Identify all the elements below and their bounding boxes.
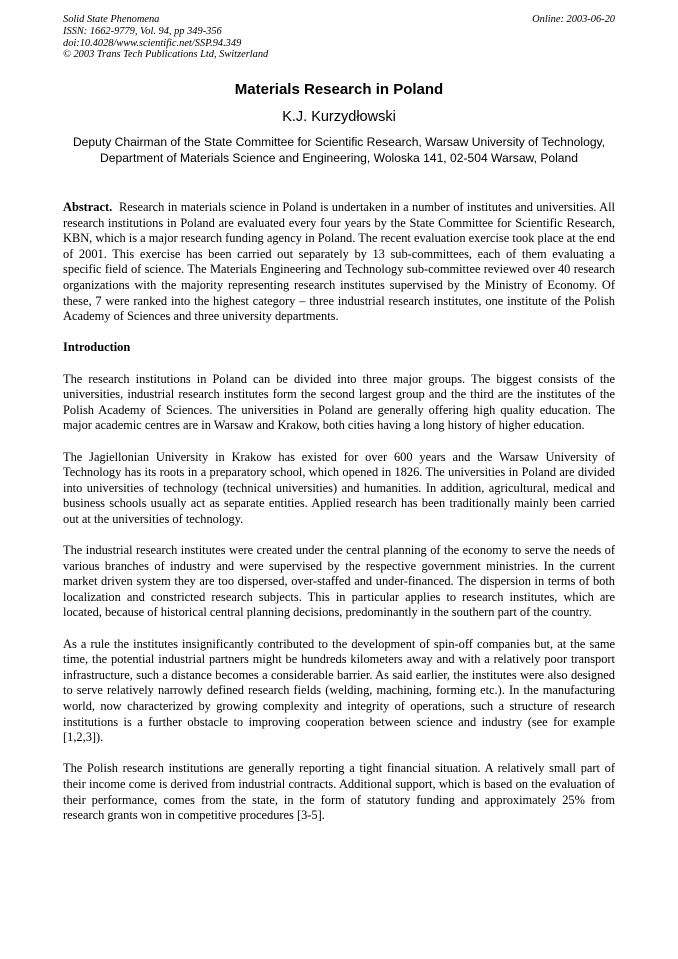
- abstract: [63, 200, 615, 325]
- author-affiliation: Deputy Chairman of the State Committee for Scientific Research, Warsaw University of Technology, Department of Materials Science and Engineering, Woloska 141, 02-504 Warsaw, Poland: [72, 135, 606, 165]
- section-heading-introduction: Introduction: [63, 340, 131, 355]
- journal-info: [63, 14, 268, 61]
- paragraph: As a rule the institutes insignificantly contributed to the development of spin-off companies but, at the same time, the potential industrial partners might be hundreds kilometers away and with a relatively poor transport infrastructure, such a distance becomes a considerable barrier. As said earlier, the institutes were also designed to serve relatively narrowly defined research fields (welding, machining, forming etc.). In the manufacturing world, now characterized by growing complexity and integrity of operations, such a structure of research institutions is a further obstacle to improving cooperation between science and industry (see for example [1,2,3]).: [63, 636, 615, 745]
- paragraph: The industrial research institutes were created under the central planning of the economy to serve the needs of various branches of industry and were supervised by the respective government ministries. In the current market driven system they are too dispersed, over-staffed and under-financed. The dispersion in terms of both localization and constricted research subjects. This in particular applies to research institutes, which are located, because of historical central planning decisions, predominantly in the southern part of the country.: [63, 543, 615, 620]
- paper-body: [63, 200, 615, 839]
- online-date: Online: 2003-06-20: [532, 14, 615, 25]
- journal-name: Solid State Phenomena: [63, 14, 160, 25]
- author-name: K.J. Kurzydłowski: [282, 109, 396, 125]
- abstract-label: Abstract.: [63, 200, 113, 214]
- paper-title: Materials Research in Poland: [234, 81, 444, 98]
- copyright-line: © 2003 Trans Tech Publications Ltd, Switzerland: [63, 49, 269, 61]
- paragraph: The Polish research institutions are generally reporting a tight financial situation. A relatively small part of their income come is derived from industrial contracts. Additional support, which is based on the evaluation of their performance, comes from the state, in the form of statutory funding and approximately 25% from research grants won in competitive procedures [3-5].: [63, 761, 615, 823]
- doi-line: doi:10.4028/www.scientific.net/SSP.94.349: [63, 37, 242, 49]
- paragraph: The Jagiellonian University in Krakow has existed for over 600 years and the Warsaw University of Technology has its roots in a preparatory school, which opened in 1826. The universities in Poland are divided into universities of technology (technical universities) and humanities. In addition, agricultural, medical and business schools usually act as separate entities. Applied research has been traditionally mainly been carried out at the universities of technology.: [63, 449, 615, 526]
- abstract-text: Research in materials science in Poland is undertaken in a number of institutes and universities. All research institutions in Poland are evaluated every four years by the State Committee for Scientific Research, KBN, which is a major research funding agency in Poland. The recent evaluation exercise took place at the end of 2001. This exercise has been carried out separately by 13 sub-committees, each of them evaluating a specific field of science. The Materials Engineering and Technology sub-committee reviewed over 40 research organizations with the majority representing research institutes supervised by the Ministry of Economy. Of these, 7 were ranked into the highest category – three industrial research institutes, one institute of the Polish Academy of Sciences and three university departments.: [63, 200, 615, 324]
- issn-line: ISSN: 1662-9779, Vol. 94, pp 349-356: [63, 25, 222, 37]
- paragraph: The research institutions in Poland can be divided into three major groups. The biggest consists of the universities, industrial research institutes form the second largest group and the third are the institutes of the Polish Academy of Sciences. The universities in Poland are generally offering high quality education. The major academic centres are in Warsaw and Krakow, both cities having a long history of higher education.: [63, 371, 615, 433]
